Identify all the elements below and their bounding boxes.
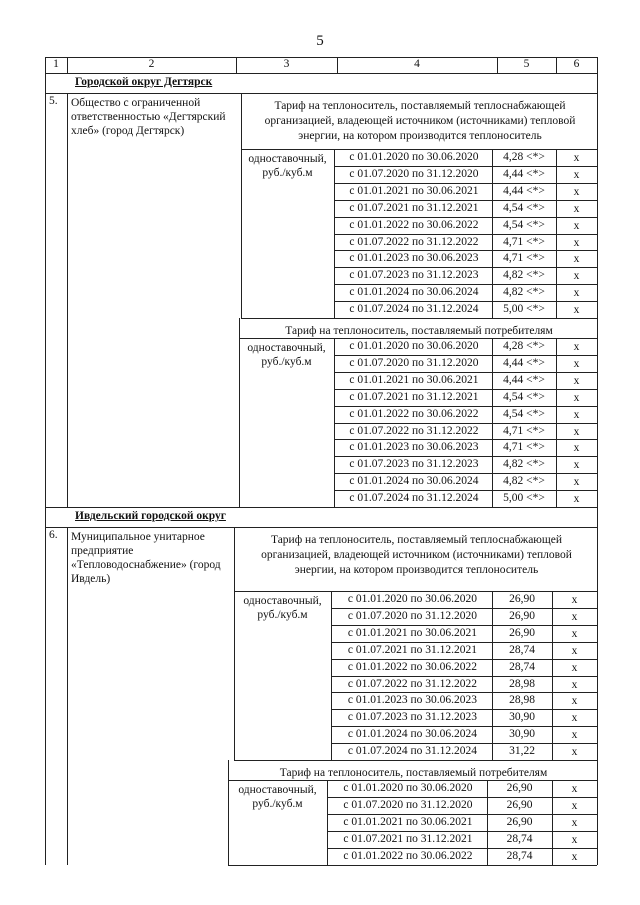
table-rule [241, 318, 597, 319]
table-rule [331, 642, 597, 643]
tariff-value: 4,44 <*> [503, 373, 545, 386]
table-rule [331, 726, 597, 727]
table-rule [45, 57, 597, 58]
table-rule [234, 760, 597, 761]
tariff-period: с 01.01.2021 по 30.06.2021 [343, 815, 473, 828]
tariff-mark: х [571, 678, 578, 691]
tariff-value: 26,90 [509, 626, 535, 639]
tariff-value: 4,71 <*> [503, 441, 545, 454]
table-rule [327, 831, 597, 832]
tariff-period: с 01.01.2023 по 30.06.2023 [349, 252, 479, 265]
table-rule [331, 625, 597, 626]
tariff-period: с 01.01.2021 по 30.06.2021 [347, 626, 478, 639]
tariff-value: 4,82 <*> [503, 269, 545, 282]
table-rule [334, 183, 597, 184]
tariff-value: 4,44 <*> [503, 356, 545, 369]
tariff-mark: х [573, 459, 580, 472]
tariff-value: 30,90 [509, 711, 535, 724]
tariff-period: с 01.07.2022 по 31.12.2022 [349, 235, 479, 248]
table-rule [597, 507, 598, 527]
tariff-mark: х [571, 833, 578, 846]
tariff-mark: х [573, 270, 580, 283]
tariff-mark: х [571, 783, 578, 795]
unit-label: одноставочный, руб./куб.м [243, 595, 322, 621]
tariff-value: 4,54 <*> [503, 218, 545, 231]
table-rule [239, 338, 240, 507]
tariff-value: 28,74 [506, 832, 533, 845]
tariff-mark: х [571, 729, 578, 742]
table-rule [552, 780, 553, 865]
tariff-value: 26,90 [506, 815, 533, 828]
tariff-period: с 01.07.2021 по 31.12.2021 [343, 832, 473, 845]
tariff-mark: х [573, 476, 580, 489]
table-rule [234, 527, 235, 591]
table-rule [67, 93, 68, 507]
organization-name: Муниципальное унитарное предприятие «Тепловодоснабжение» (город Ивдель) [71, 531, 221, 585]
table-rule [334, 200, 597, 201]
tariff-mark: х [573, 152, 580, 164]
tariff-period: с 01.07.2022 по 31.12.2022 [347, 677, 478, 690]
tariff-mark: х [571, 850, 578, 863]
table-rule [327, 780, 328, 865]
table-rule [334, 166, 597, 167]
column-header-1: 1 [53, 58, 59, 70]
tariff-value: 4,44 <*> [503, 167, 545, 180]
table-rule [327, 848, 597, 849]
tariff-mark: х [573, 168, 580, 181]
tariff-mark: х [573, 219, 580, 232]
tariff-mark: х [571, 661, 578, 674]
tariff-period: с 01.01.2022 по 30.06.2022 [343, 849, 473, 862]
tariff-period: с 01.01.2020 по 30.06.2020 [349, 151, 479, 163]
region-header: Городской округ Дегтярск [75, 76, 213, 88]
tariff-mark: х [571, 644, 578, 657]
tariff-value: 28,74 [506, 849, 533, 862]
tariff-value: 4,71 <*> [503, 252, 545, 265]
table-rule [331, 608, 597, 609]
table-rule [334, 372, 597, 373]
tariff-mark: х [573, 442, 580, 455]
tariff-mark: х [573, 391, 580, 404]
table-rule [331, 659, 597, 660]
tariff-period: с 01.01.2020 по 30.06.2020 [349, 340, 479, 352]
tariff-value: 28,74 [509, 660, 535, 673]
table-rule [552, 591, 553, 760]
tariff-mark: х [571, 610, 578, 623]
column-header-2: 2 [148, 58, 155, 70]
table-rule [556, 338, 557, 507]
tariff-period: с 01.07.2024 по 31.12.2024 [347, 745, 478, 758]
tariff-mark: х [571, 695, 578, 708]
table-rule [597, 73, 598, 93]
table-rule [334, 217, 597, 218]
table-rule [331, 692, 597, 693]
tariff-period: с 01.07.2022 по 31.12.2022 [349, 424, 479, 437]
table-rule [228, 760, 229, 780]
tariff-value: 31,22 [509, 745, 535, 758]
tariff-value: 5,00 <*> [503, 492, 545, 505]
tariff-mark: х [571, 594, 578, 606]
table-rule [228, 865, 597, 866]
tariff-mark: х [573, 357, 580, 370]
table-rule [331, 676, 597, 677]
table-rule [331, 709, 597, 710]
tariff-period: с 01.07.2021 по 31.12.2021 [347, 643, 478, 656]
table-rule [45, 93, 597, 94]
table-rule [45, 73, 46, 93]
tariff-block-title: Тариф на теплоноситель, поставляемый потребителям [279, 767, 548, 779]
tariff-mark: х [573, 253, 580, 266]
tariff-mark: х [573, 408, 580, 421]
table-rule [334, 301, 597, 302]
table-rule [334, 423, 597, 424]
tariff-value: 4,28 <*> [503, 151, 545, 163]
tariff-period: с 01.07.2020 по 31.12.2020 [343, 798, 473, 811]
table-rule [487, 780, 488, 865]
table-rule [334, 389, 597, 390]
table-rule [556, 149, 557, 318]
table-rule [239, 338, 597, 339]
table-rule [334, 338, 335, 507]
table-rule [327, 814, 597, 815]
table-rule [334, 267, 597, 268]
table-rule [334, 234, 597, 235]
tariff-mark: х [571, 746, 578, 759]
tariff-mark: х [571, 816, 578, 829]
table-rule [45, 507, 46, 527]
table-rule [239, 318, 240, 338]
tariff-period: с 01.01.2020 по 30.06.2020 [343, 782, 473, 794]
column-header-6: 6 [573, 58, 580, 70]
column-header-4: 4 [414, 58, 420, 70]
unit-label: одноставочный, руб./куб.м [247, 342, 326, 368]
tariff-period: с 01.07.2020 по 31.12.2020 [347, 609, 478, 622]
tariff-value: 26,90 [506, 798, 533, 811]
tariff-period: с 01.01.2020 по 30.06.2020 [347, 593, 478, 605]
table-rule [45, 527, 46, 865]
table-rule [492, 338, 493, 507]
tariff-block-title: Тариф на теплоноситель, поставляемый потребителям [285, 325, 553, 337]
tariff-value: 28,74 [509, 643, 535, 656]
table-rule [334, 149, 335, 318]
tariff-period: с 01.07.2023 по 31.12.2023 [349, 458, 479, 471]
tariff-block-title: Тариф на теплоноситель, поставляемый теплоснабжающей организацией, владеющей источником (источниками) тепловой энергии, на котором производится теплоноситель [261, 534, 572, 576]
tariff-mark: х [573, 341, 580, 353]
tariff-value: 4,44 <*> [503, 184, 545, 197]
tariff-mark: х [573, 287, 580, 300]
organization-name: Общество с ограниченной ответственностью «Дегтярский хлеб» (город Дегтярск) [71, 97, 226, 137]
table-rule [492, 149, 493, 318]
table-rule [45, 527, 597, 528]
tariff-mark: х [573, 374, 580, 387]
table-rule [234, 591, 597, 592]
table-rule [492, 591, 493, 760]
tariff-period: с 01.07.2024 по 31.12.2024 [349, 492, 479, 505]
tariff-period: с 01.01.2024 по 30.06.2024 [349, 286, 479, 299]
page-number: 5 [316, 33, 324, 49]
table-rule [45, 73, 597, 74]
table-rule [45, 507, 597, 508]
row-number: 5. [49, 95, 58, 107]
tariff-period: с 01.07.2021 по 31.12.2021 [349, 201, 479, 214]
column-header-3: 3 [283, 58, 290, 70]
table-rule [241, 149, 242, 318]
tariff-period: с 01.01.2023 по 30.06.2023 [349, 441, 479, 454]
tariff-value: 4,82 <*> [503, 286, 545, 299]
tariff-value: 4,54 <*> [503, 201, 545, 214]
tariff-period: с 01.07.2023 по 31.12.2023 [349, 269, 479, 282]
tariff-period: с 01.01.2022 по 30.06.2022 [347, 660, 478, 673]
table-rule [327, 797, 597, 798]
tariff-value: 4,54 <*> [503, 390, 545, 403]
tariff-period: с 01.01.2023 по 30.06.2023 [347, 694, 478, 707]
tariff-period: с 01.07.2020 по 31.12.2020 [349, 356, 479, 369]
table-rule [331, 743, 597, 744]
tariff-period: с 01.07.2020 по 31.12.2020 [349, 167, 479, 180]
table-rule [334, 250, 597, 251]
tariff-value: 4,71 <*> [503, 424, 545, 437]
table-rule [334, 473, 597, 474]
region-header: Ивдельский городской округ [75, 510, 226, 522]
table-rule [234, 591, 235, 760]
tariff-value: 26,90 [509, 609, 535, 622]
tariff-period: с 01.07.2023 по 31.12.2023 [347, 711, 478, 724]
tariff-mark: х [573, 236, 580, 249]
tariff-period: с 01.01.2024 по 30.06.2024 [349, 475, 479, 488]
table-rule [334, 406, 597, 407]
tariff-mark: х [571, 799, 578, 812]
table-rule [241, 93, 242, 149]
table-rule [334, 490, 597, 491]
table-rule [67, 527, 68, 865]
tariff-mark: х [571, 627, 578, 640]
tariff-value: 4,82 <*> [503, 475, 545, 488]
tariff-mark: х [573, 425, 580, 438]
tariff-period: с 01.01.2021 по 30.06.2021 [349, 373, 479, 386]
table-rule [334, 355, 597, 356]
tariff-block-title: Тариф на теплоноситель, поставляемый теплоснабжающей организацией, владеющей источником (источниками) тепловой энергии, на котором производится теплоноситель [264, 100, 576, 142]
table-rule [45, 93, 46, 507]
tariff-period: с 01.01.2024 по 30.06.2024 [347, 728, 478, 741]
table-rule [241, 149, 597, 150]
tariff-period: с 01.07.2024 по 31.12.2024 [349, 303, 479, 316]
tariff-value: 5,00 <*> [503, 303, 545, 316]
table-rule [228, 780, 597, 781]
unit-label: одноставочный, руб./куб.м [248, 153, 327, 179]
tariff-mark: х [573, 185, 580, 198]
tariff-value: 30,90 [509, 728, 535, 741]
row-number: 6. [49, 529, 58, 541]
table-rule [597, 57, 598, 73]
tariff-mark: х [573, 304, 580, 317]
table-rule [334, 456, 597, 457]
tariff-value: 28,98 [509, 694, 535, 707]
tariff-mark: х [571, 712, 578, 725]
table-rule [331, 591, 332, 760]
tariff-value: 4,28 <*> [503, 340, 545, 352]
tariff-value: 4,82 <*> [503, 458, 545, 471]
table-rule [597, 93, 598, 507]
tariff-value: 26,90 [509, 593, 535, 605]
tariff-mark: х [573, 493, 580, 506]
tariff-value: 26,90 [506, 782, 533, 794]
tariff-value: 4,71 <*> [503, 235, 545, 248]
tariff-value: 4,54 <*> [503, 407, 545, 420]
tariff-value: 28,98 [509, 677, 535, 690]
tariff-period: с 01.01.2022 по 30.06.2022 [349, 218, 479, 231]
tariff-period: с 01.07.2021 по 31.12.2021 [349, 390, 479, 403]
tariff-period: с 01.01.2021 по 30.06.2021 [349, 184, 479, 197]
tariff-period: с 01.01.2022 по 30.06.2022 [349, 407, 479, 420]
table-rule [597, 527, 598, 865]
table-rule [228, 780, 229, 865]
tariff-mark: х [573, 202, 580, 215]
table-rule [334, 439, 597, 440]
table-rule [334, 284, 597, 285]
unit-label: одноставочный, руб./куб.м [238, 784, 317, 810]
column-header-5: 5 [523, 58, 530, 70]
